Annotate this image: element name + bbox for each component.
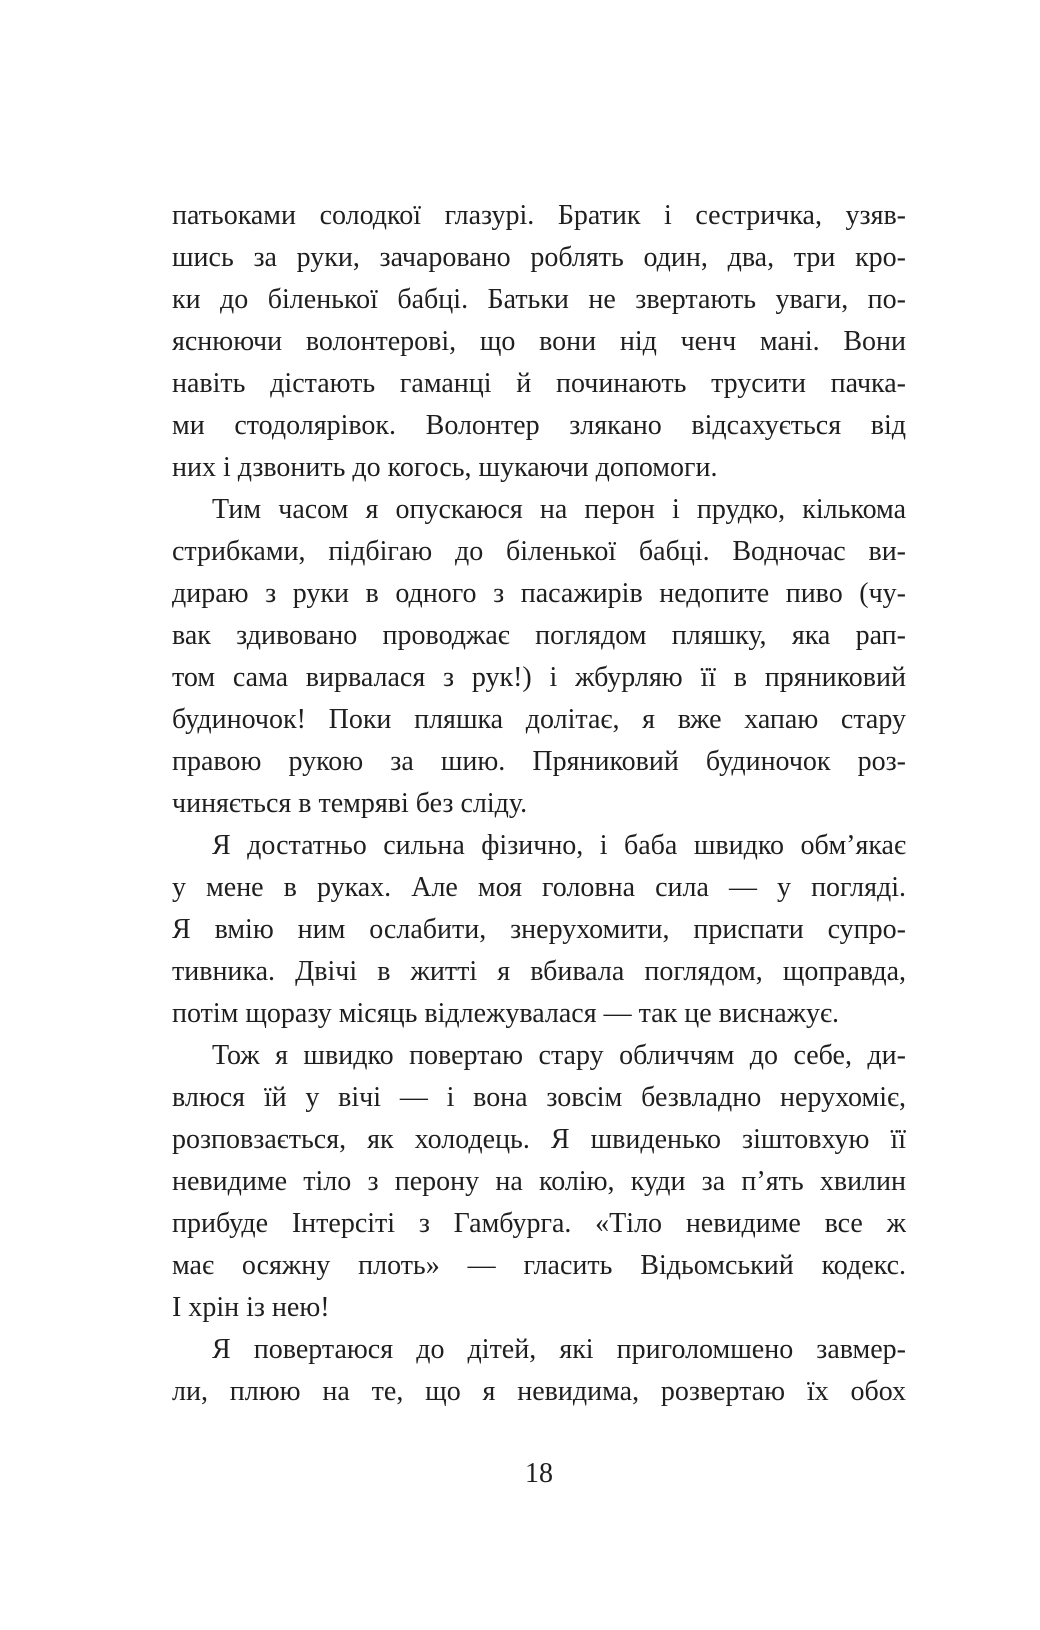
- text-line: має осяжну плоть» — гласить Відьомський кодекс.: [172, 1250, 906, 1281]
- paragraph: [172, 489, 906, 825]
- text-line: Я повертаюся до дітей, які приголомшено завмер-: [212, 1334, 906, 1365]
- paragraph: [172, 825, 906, 1035]
- text-line: чиняється в темряві без сліду.: [172, 788, 528, 819]
- text-line: ли, плюю на те, що я невидима, розвертаю їх обох: [172, 1376, 906, 1407]
- text-line: Тим часом я опускаюся на перон і прудко, кількома: [212, 494, 906, 525]
- text-line: ми стодолярівок. Волонтер злякано відсахується від: [172, 410, 906, 441]
- text-line: них і дзвонить до когось, шукаючи допомоги.: [172, 452, 718, 483]
- text-line: невидиме тіло з перону на колію, куди за п’ять хвилин: [172, 1166, 906, 1197]
- text-line: Я достатньо сильна фізично, і баба швидко обм’якає: [212, 830, 906, 861]
- text-line: правою рукою за шию. Пряниковий будиночок роз-: [172, 746, 906, 777]
- text-line: том сама вирвалася з рук!) і жбурляю її в пряниковий: [172, 662, 906, 693]
- text-line: дираю з руки в одного з пасажирів недопите пиво (чу-: [172, 578, 906, 609]
- text-line: прибуде Інтерсіті з Гамбурга. «Тіло невидиме все ж: [172, 1208, 906, 1239]
- text-line: вак здивовано проводжає поглядом пляшку, яка рап-: [172, 620, 906, 651]
- text-line: Тож я швидко повертаю стару обличчям до себе, ди-: [212, 1040, 906, 1071]
- text-line: потім щоразу місяць відлежувалася — так це виснажує.: [172, 998, 840, 1029]
- text-line: розповзається, як холодець. Я швиденько зіштовхую її: [172, 1124, 906, 1155]
- paragraph: [172, 1035, 906, 1329]
- text-line: тивника. Двічі в житті я вбивала поглядом, щоправда,: [172, 956, 906, 987]
- text-line: шись за руки, зачаровано роблять один, два, три кро-: [172, 242, 906, 273]
- page-number: 18: [525, 1458, 553, 1489]
- text-line: ки до біленької бабці. Батьки не звертають уваги, по-: [172, 284, 906, 315]
- text-line: стрибками, підбігаю до біленької бабці. Водночас ви-: [172, 536, 906, 567]
- text-line: патьоками солодкої глазурі. Братик і сестричка, узяв-: [172, 200, 906, 231]
- text-line: яснюючи волонтерові, що вони нід ченч мані. Вони: [172, 326, 906, 357]
- page-text: [172, 195, 906, 1413]
- paragraph: [172, 195, 906, 489]
- text-line: навіть дістають гаманці й починають трусити пачка-: [172, 368, 906, 399]
- text-line: у мене в руках. Але моя головна сила — у погляді.: [172, 872, 906, 903]
- paragraph: [172, 1329, 906, 1413]
- text-line: будиночок! Поки пляшка долітає, я вже хапаю стару: [172, 704, 906, 735]
- text-line: Я вмію ним ослабити, знерухомити, приспати супро-: [172, 914, 906, 945]
- text-line: І хрін із нею!: [172, 1292, 330, 1323]
- text-line: влюся їй у вічі — і вона зовсім безвладно нерухоміє,: [172, 1082, 906, 1113]
